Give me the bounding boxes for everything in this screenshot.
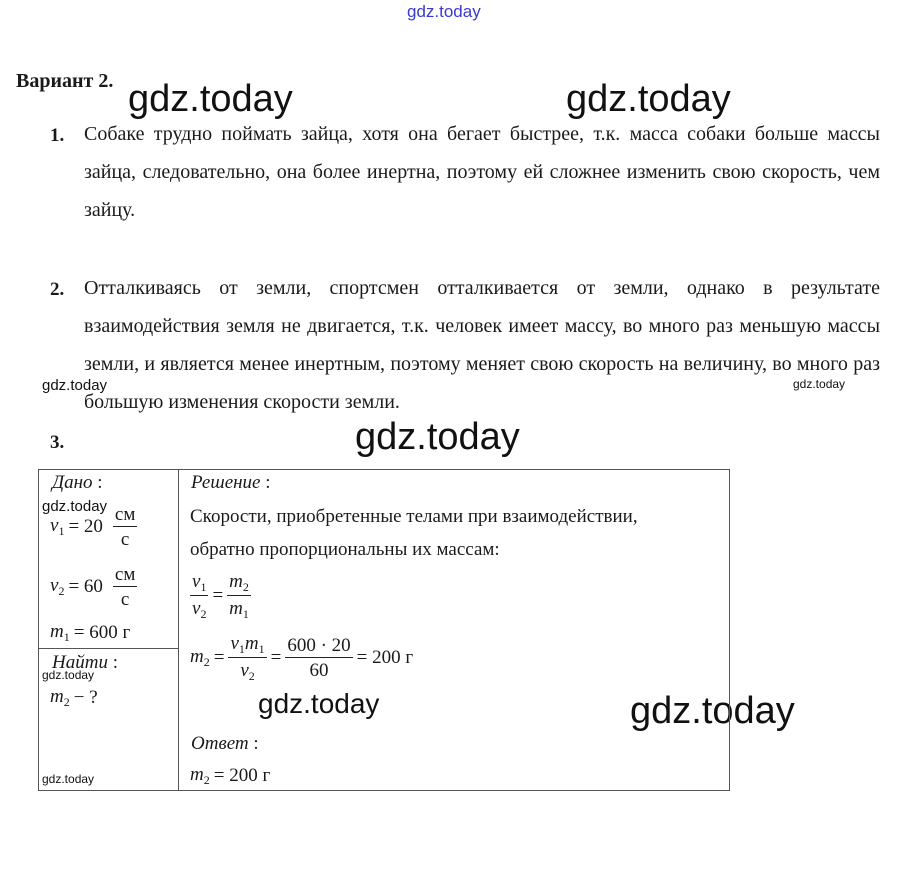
item-1-number: 1. [50, 125, 65, 146]
table-divider-vertical [178, 469, 179, 791]
item-1-text: Собаке трудно поймать зайца, хотя она бегает быстрее, т.к. масса собаки больше массы зайца, следовательно, она более инертна, поэтому ей сложнее изменить свою скорость, чем зайцу. [84, 123, 880, 221]
answer-value: $m_2$ = 200 г [190, 764, 271, 787]
watermark-7: gdz.today [42, 668, 95, 682]
item-2-text: Отталкиваясь от земли, спортсмен отталкивается от земли, однако в результате взаимодействия земля не двигается, т.к. человек имеет массу, во много раз меньшую массы земли, и является менее инертным, поэтому меняет свою скорость на величину, во много раз большую изменения скорости земли. [84, 277, 880, 413]
watermark-3: gdz.today [42, 377, 108, 394]
item-2-number: 2. [50, 279, 65, 300]
watermark-5: gdz.today [355, 416, 520, 458]
watermark-top: gdz.today [407, 2, 481, 21]
watermark-9: gdz.today [630, 690, 795, 732]
equation-m2-calculation: $m_2$ = $\frac{v_1m_1}{v_2}$ = $\frac{600 \cdot 20}{60}$ = 200 г [190, 633, 414, 683]
variant-heading: Вариант 2. [16, 70, 114, 92]
watermark-8: gdz.today [258, 688, 380, 719]
watermark-6: gdz.today [42, 498, 108, 515]
watermark-2: gdz.today [566, 78, 731, 120]
given-v2: $v_2$ = 60 $\frac{см}{с}$ [50, 564, 136, 610]
watermark-10: gdz.today [42, 772, 95, 786]
watermark-4: gdz.today [793, 377, 846, 391]
solution-label: Решение : [191, 472, 271, 493]
given-label: Дано : [52, 472, 103, 493]
answer-label: Ответ : [191, 733, 259, 754]
given-m1: $m_1$ = 600 г [50, 621, 131, 644]
given-v1: $v_1$ = 20 $\frac{см}{с}$ [50, 504, 136, 550]
item-3-number: 3. [50, 432, 65, 453]
find-m2: $m_2$ − ? [50, 686, 98, 709]
solution-line-2: обратно пропорциональны их массам: [190, 539, 500, 560]
table-divider-horizontal [38, 648, 179, 649]
find-label: Найти : [52, 652, 118, 673]
watermark-1: gdz.today [128, 78, 293, 120]
solution-line-1: Скорости, приобретенные телами при взаимодействии, [190, 506, 638, 527]
equation-velocity-mass-ratio: $\frac{v_1}{v_2}$ = $\frac{m_2}{m_1}$ [192, 571, 249, 621]
